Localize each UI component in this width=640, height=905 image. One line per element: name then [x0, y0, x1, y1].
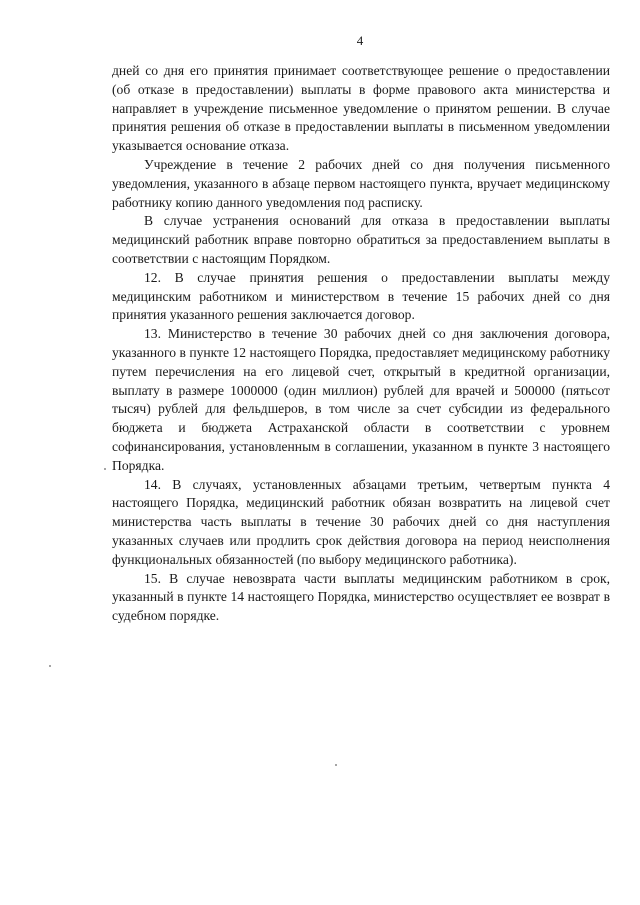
scan-speck	[335, 764, 337, 766]
paragraph-notification: Учреждение в течение 2 рабочих дней со дня получения письменного уведомления, указанного в абзаце первом настоящего пункта, вручает медицинскому работнику копию данного уведомления под расписку.	[112, 156, 610, 210]
paragraph-reapply: В случае устранения оснований для отказа в предоставлении выплаты медицинский работник вправе повторно обратиться за предоставлением выплаты в соответствии с настоящим Порядком.	[112, 213, 610, 266]
document-body	[112, 62, 610, 626]
paragraph-item-12: 12. В случае принятия решения о предоставлении выплаты между медицинским работником и министерством в течение 15 рабочих дней со дня принятия указанного решения заключается договор.	[112, 269, 610, 323]
scan-speck	[49, 665, 51, 667]
paragraph-continuation: дней со дня его принятия принимает соответствующее решение о предоставлении (об отказе в предоставлении) выплаты в форме правового акта министерства и направляет в учреждение письменное уведомление о принятом решении. В случае принятия решения об отказе в предоставлении выплаты в письменном уведомлении указывается основание отказа.	[112, 63, 610, 154]
scan-speck	[104, 468, 106, 470]
page-number: 4	[356, 33, 364, 48]
paragraph-item-14: 14. В случаях, установленных абзацами третьим, четвертым пункта 4 настоящего Порядка, медицинский работник обязан возвратить на лицевой счет министерства часть выплаты в течение 30 рабочих дней со дня наступления указанных случаев или продлить срок действия договора на период неисполнения функциональных обязанностей (по выбору медицинского работника).	[112, 476, 610, 567]
paragraph-item-15: 15. В случае невозврата части выплаты медицинским работником в срок, указанный в пункте 14 настоящего Порядка, министерство осуществляет ее возврат в судебном порядке.	[112, 570, 610, 624]
paragraph-item-13: 13. Министерство в течение 30 рабочих дней со дня заключения договора, указанного в пункте 12 настоящего Порядка, предоставляет медицинскому работнику путем перечисления на его лицевой счет, открытый в кредитной организации, выплату в размере 1000000 (один миллион) рублей для врачей и 500000 (пятьсот тысяч) рублей для фельдшеров, в том числе за счет субсидии из федерального бюджета и бюджета Астраханской области в соответствии с уровнем софинансирования, установленным в соглашении, указанном в пункте 3 настоящего Порядка.	[112, 326, 610, 473]
